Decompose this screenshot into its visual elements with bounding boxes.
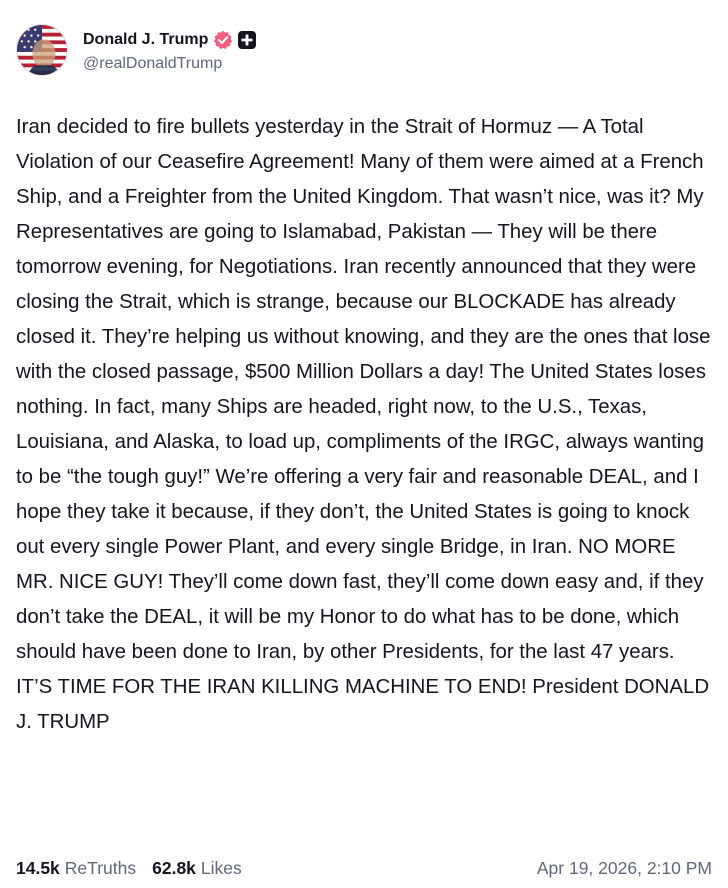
verified-badge-icon — [213, 30, 233, 50]
author-block — [83, 28, 257, 73]
flag-portrait-avatar — [17, 25, 67, 75]
post-footer — [16, 855, 712, 881]
likes-count: 62.8k — [152, 857, 196, 878]
retruths-label: ReTruths — [64, 857, 137, 878]
post-timestamp[interactable]: Apr 19, 2026, 2:10 PM — [536, 857, 712, 878]
plus-badge-icon — [237, 30, 257, 50]
post-header — [16, 22, 257, 78]
name-row — [83, 28, 257, 52]
likes-label: Likes — [200, 857, 242, 878]
avatar[interactable] — [16, 24, 68, 76]
retruths-count: 14.5k — [16, 857, 60, 878]
display-name[interactable]: Donald J. Trump — [83, 30, 209, 48]
retruths-stat[interactable] — [16, 858, 136, 879]
post-text: Iran decided to fire bullets yesterday in the Strait of Hormuz — A Total Violation of our Ceasefire Agreement! Many of them were aimed at a French Ship, and a Freighter from the United Kingdom. That wasn’t nice, was it? My Representatives are going to Islamabad, Pakistan — They will be there tomorrow evening, for Negotiations. Iran recently announced that they were closing the Strait, which is strange, because our BLOCKADE has already closed it. They’re helping us without knowing, and they are the ones that lose with the closed passage, $500 Million Dollars a day! The United States loses nothing. In fact, many Ships are headed, right now, to the U.S., Texas, Louisiana, and Alaska, to load up, compliments of the IRGC, always wanting to be “the tough guy!” We’re offering a very fair and reasonable DEAL, and I hope they take it because, if they don’t, the United States is going to knock out every single Power Plant, and every single Bridge, in Iran. NO MORE MR. NICE GUY! They’ll come down fast, they’ll come down easy and, if they don’t take the DEAL, it will be my Honor to do what has to be done, which should have been done to Iran, by other Presidents, for the last 47 years. IT’S TIME FOR THE IRAN KILLING MACHINE TO END! President DONALD J. TRUMP — [16, 116, 711, 733]
handle[interactable]: @realDonaldTrump — [83, 54, 223, 72]
likes-stat[interactable] — [152, 858, 242, 879]
